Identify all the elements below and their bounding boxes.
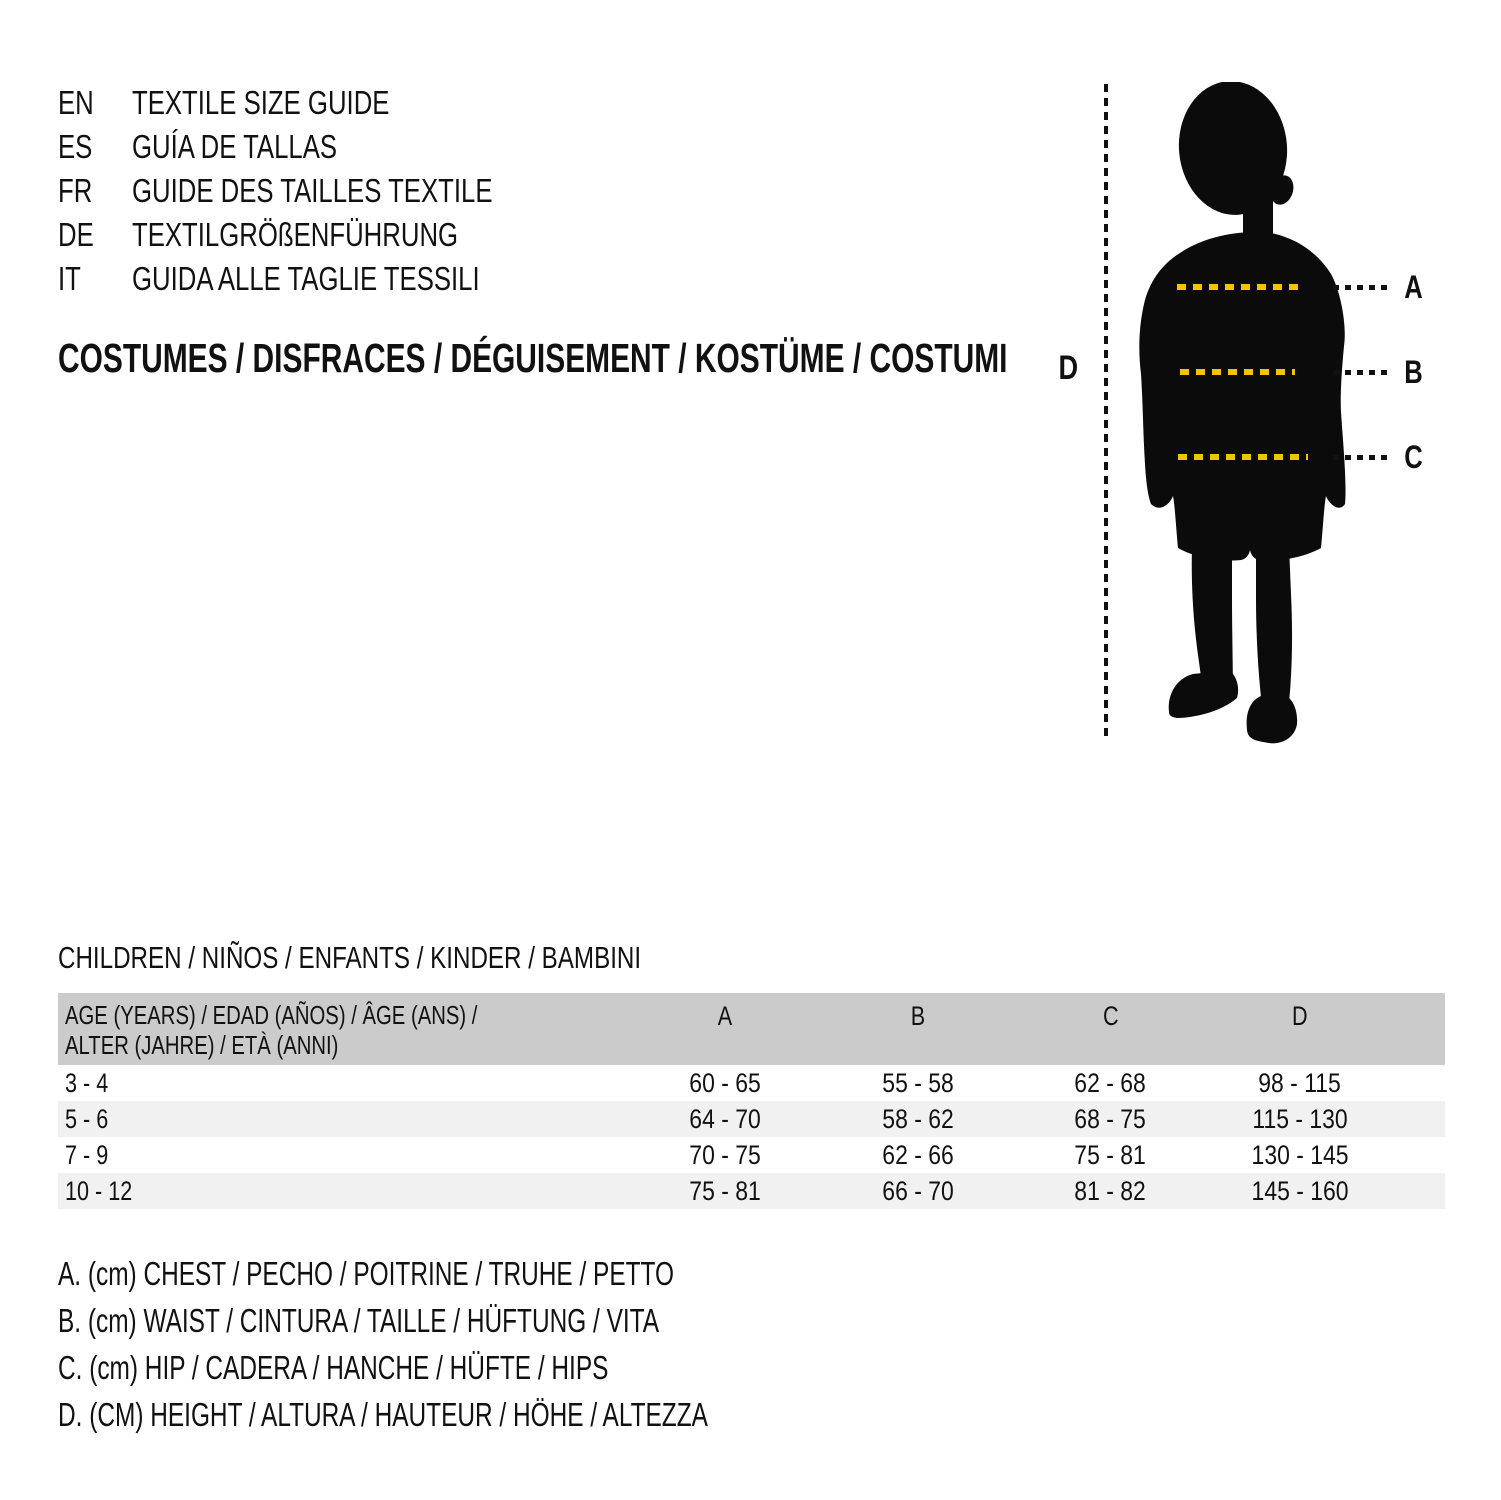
age-header-line2: ALTER (JAHRE) / ETÀ (ANNI) xyxy=(65,1030,339,1060)
language-title: GUIDA ALLE TAGLIE TESSILI xyxy=(132,260,480,297)
language-code: EN xyxy=(58,84,94,121)
hip-range-cell: 75 - 81 xyxy=(1074,1140,1147,1170)
table-row xyxy=(58,1173,1445,1209)
language-title: GUÍA DE TALLAS xyxy=(132,128,338,165)
age-range-cell: 7 - 9 xyxy=(65,1140,109,1170)
category-title-text: COSTUMES / DISFRACES / DÉGUISEMENT / KOSTÜME / COSTUMI xyxy=(58,335,1008,381)
waist-range-cell: 55 - 58 xyxy=(882,1068,954,1098)
legend-item-hip: C. (cm) HIP / CADERA / HANCHE / HÜFTE / HIPS xyxy=(58,1349,609,1386)
column-header-d: D xyxy=(1292,1001,1308,1031)
hip-range-cell: 62 - 68 xyxy=(1074,1068,1147,1098)
age-range-cell: 5 - 6 xyxy=(65,1104,109,1134)
hip-range-cell: 81 - 82 xyxy=(1074,1176,1147,1206)
language-row xyxy=(58,213,594,257)
column-header-b: B xyxy=(910,1001,926,1031)
waist-range-cell: 66 - 70 xyxy=(882,1176,954,1206)
column-header-c: C xyxy=(1102,1001,1119,1031)
waist-range-cell: 62 - 66 xyxy=(882,1140,954,1170)
chest-range-cell: 75 - 81 xyxy=(689,1176,761,1206)
language-row xyxy=(58,257,594,301)
silhouette-right-shoe xyxy=(1247,694,1298,743)
height-range-cell: 115 - 130 xyxy=(1252,1104,1348,1134)
figure-label-a: A xyxy=(1404,269,1424,305)
silhouette-torso xyxy=(1139,232,1345,561)
size-table xyxy=(58,993,1445,1209)
height-dashed-line xyxy=(1104,84,1108,742)
legend-item-chest: A. (cm) CHEST / PECHO / POITRINE / TRUHE / PETTO xyxy=(58,1255,675,1292)
language-title-list xyxy=(58,81,594,301)
figure-label-c: C xyxy=(1404,439,1424,475)
language-title: GUIDE DES TAILLES TEXTILE xyxy=(132,172,493,209)
silhouette-right-leg xyxy=(1256,546,1292,706)
table-row xyxy=(58,1137,1445,1173)
hip-leader-line xyxy=(1333,455,1387,460)
chest-range-cell: 60 - 65 xyxy=(689,1068,761,1098)
language-title: TEXTILGRÖßENFÜHRUNG xyxy=(132,216,459,253)
height-range-cell: 145 - 160 xyxy=(1251,1176,1349,1206)
language-row xyxy=(58,169,594,213)
table-row xyxy=(58,1065,1445,1101)
figure-label-b: B xyxy=(1404,354,1424,390)
measurement-legend xyxy=(58,1250,936,1438)
language-row xyxy=(58,125,594,169)
section-title-text: CHILDREN / NIÑOS / ENFANTS / KINDER / BAMBINI xyxy=(58,940,642,975)
chest-range-cell: 70 - 75 xyxy=(689,1140,761,1170)
height-range-cell: 130 - 145 xyxy=(1251,1140,1349,1170)
legend-item-height: D. (CM) HEIGHT / ALTURA / HAUTEUR / HÖHE / ALTEZZA xyxy=(58,1396,708,1433)
table-row xyxy=(58,1101,1445,1137)
silhouette-left-shoe xyxy=(1169,670,1238,718)
age-range-cell: 10 - 12 xyxy=(65,1176,133,1206)
language-code: DE xyxy=(58,216,94,253)
legend-item-waist: B. (cm) WAIST / CINTURA / TAILLE / HÜFTUNG / VITA xyxy=(58,1302,660,1339)
silhouette-body xyxy=(1139,82,1345,743)
chest-range-cell: 64 - 70 xyxy=(689,1104,761,1134)
age-column-header xyxy=(58,993,630,1060)
language-title: TEXTILE SIZE GUIDE xyxy=(132,84,390,121)
size-table-header xyxy=(58,993,1445,1065)
column-header-a: A xyxy=(717,1001,733,1031)
waist-leader-line xyxy=(1333,370,1387,375)
child-silhouette xyxy=(1135,82,1350,745)
language-code: ES xyxy=(58,128,93,165)
language-code: FR xyxy=(58,172,93,209)
chest-leader-line xyxy=(1333,285,1387,290)
figure-label-d: D xyxy=(1058,349,1078,387)
height-range-cell: 98 - 115 xyxy=(1258,1068,1342,1098)
age-range-cell: 3 - 4 xyxy=(65,1068,109,1098)
section-title-children xyxy=(58,941,806,975)
table-body xyxy=(58,1065,1445,1209)
age-header-line1: AGE (YEARS) / EDAD (AÑOS) / ÂGE (ANS) / xyxy=(65,1000,478,1030)
hip-range-cell: 68 - 75 xyxy=(1074,1104,1147,1134)
language-code: IT xyxy=(58,260,81,297)
language-row xyxy=(58,81,594,125)
waist-range-cell: 58 - 62 xyxy=(882,1104,954,1134)
